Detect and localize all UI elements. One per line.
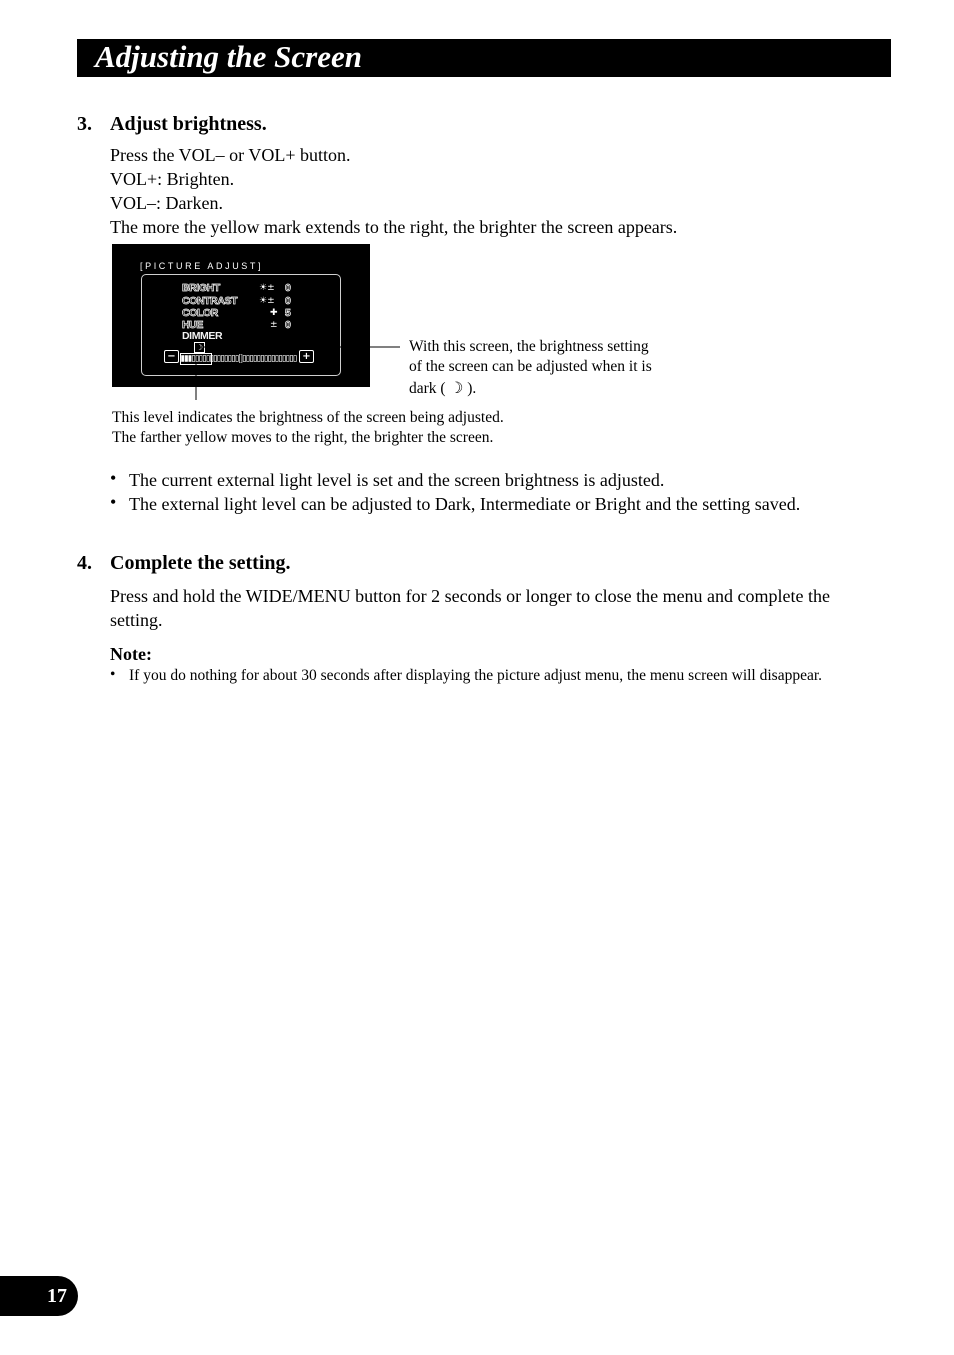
step-title: Complete the setting.: [110, 552, 291, 574]
step-title: Adjust brightness.: [110, 113, 267, 135]
dimmer-moon-icon: ☽: [195, 343, 204, 352]
step-number: 3.: [77, 113, 92, 135]
bullet-mark: •: [110, 468, 117, 488]
callout-bottom-line: The farther yellow moves to the right, the brighter the screen.: [112, 429, 494, 446]
step-3-line: The more the yellow mark extends to the right, the brighter the screen appears.: [110, 217, 678, 237]
step-number: 4.: [77, 552, 92, 574]
step-3-line: VOL+: Brighten.: [110, 169, 235, 189]
callout-right-line: of the screen can be adjusted when it is: [409, 358, 652, 375]
step-3-line: VOL–: Darken.: [110, 193, 223, 213]
minus-icon: −: [164, 350, 179, 363]
callout-right-line: [409, 379, 476, 398]
bullet-mark: •: [110, 666, 116, 683]
callout-text: dark (: [409, 380, 446, 397]
osd-item-value: 0: [285, 319, 291, 331]
osd-title: [PICTURE ADJUST]: [140, 261, 264, 271]
osd-item-symbols: ±: [270, 320, 278, 330]
plus-icon: +: [299, 350, 314, 363]
osd-item-symbols: ☀±: [259, 283, 275, 293]
step-4-heading: [77, 552, 291, 575]
note-label: Note:: [110, 644, 152, 664]
note-text: If you do nothing for about 30 seconds after displaying the picture adjust menu, the menu screen will disappear.: [129, 667, 823, 684]
callout-right-line: With this screen, the brightness setting: [409, 338, 649, 355]
osd-item-value: 0: [285, 295, 291, 307]
osd-item-color: COLOR: [182, 307, 218, 319]
callout-text: ).: [467, 380, 477, 397]
page-number-tab: [0, 1276, 78, 1316]
osd-item-value: 5: [285, 307, 291, 319]
step-3-line: Press the VOL– or VOL+ button.: [110, 145, 351, 165]
osd-item-bright: BRIGHT: [182, 282, 220, 294]
bullet-text: The current external light level is set and the screen brightness is adjusted.: [129, 470, 665, 490]
osd-item-contrast: CONTRAST: [182, 295, 238, 307]
osd-dimmer-label: DIMMER: [182, 330, 223, 342]
osd-item-symbols: ✚: [270, 308, 278, 318]
osd-item-hue: HUE: [182, 319, 203, 331]
bullet-text: The external light level can be adjusted to Dark, Intermediate or Bright and the setting saved.: [129, 494, 801, 514]
page-number: 17: [47, 1285, 67, 1307]
osd-item-symbols: ☀±: [259, 296, 275, 306]
bullet-mark: •: [110, 492, 117, 512]
callout-bottom-line: This level indicates the brightness of the screen being adjusted.: [112, 409, 504, 426]
page-title: Adjusting the Screen: [95, 39, 362, 74]
step-4-text: Press and hold the WIDE/MENU button for 2 seconds or longer to close the menu and complete the setting.: [110, 586, 831, 630]
moon-icon: ☽: [449, 379, 464, 397]
osd-item-value: 0: [285, 282, 291, 294]
